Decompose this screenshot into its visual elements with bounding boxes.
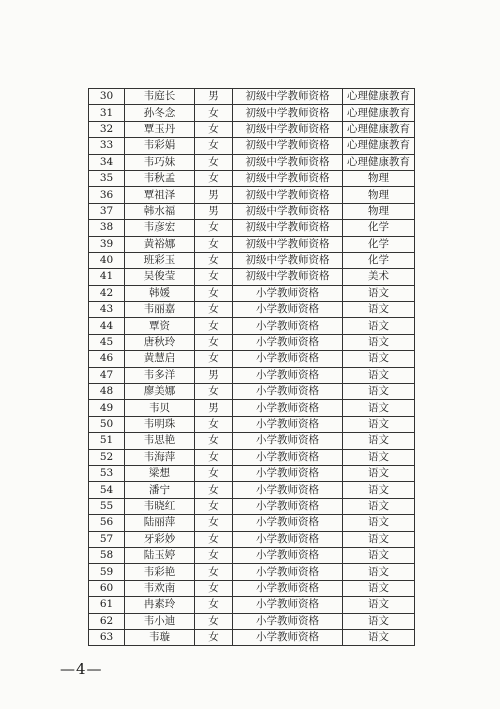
row-number-cell: 56	[89, 515, 125, 531]
qualification-cell: 初级中学教师资格	[233, 121, 343, 137]
table-row	[89, 465, 415, 481]
page-number: —4—	[60, 660, 103, 678]
subject-cell: 物理	[343, 187, 415, 203]
qualification-cell: 初级中学教师资格	[233, 269, 343, 285]
row-number-cell: 35	[89, 170, 125, 186]
subject-cell: 语文	[343, 613, 415, 629]
qualification-cell: 小学教师资格	[233, 613, 343, 629]
qualification-cell: 小学教师资格	[233, 416, 343, 432]
gender-cell: 男	[195, 367, 233, 383]
table-row	[89, 89, 415, 105]
teacher-name-cell: 班彩玉	[125, 252, 195, 268]
gender-cell: 女	[195, 351, 233, 367]
row-number-cell: 42	[89, 285, 125, 301]
qualification-cell: 初级中学教师资格	[233, 105, 343, 121]
qualification-cell: 小学教师资格	[233, 564, 343, 580]
qualification-cell: 小学教师资格	[233, 580, 343, 596]
subject-cell: 语文	[343, 334, 415, 350]
teacher-name-cell: 黄慧启	[125, 351, 195, 367]
table-row	[89, 564, 415, 580]
gender-cell: 女	[195, 564, 233, 580]
gender-cell: 女	[195, 629, 233, 645]
subject-cell: 美术	[343, 269, 415, 285]
qualification-cell: 小学教师资格	[233, 629, 343, 645]
table-row	[89, 515, 415, 531]
row-number-cell: 55	[89, 498, 125, 514]
table-row	[89, 449, 415, 465]
teacher-name-cell: 韩水福	[125, 203, 195, 219]
row-number-cell: 31	[89, 105, 125, 121]
qualification-cell: 初级中学教师资格	[233, 236, 343, 252]
subject-cell: 语文	[343, 629, 415, 645]
teacher-name-cell: 韦丽嘉	[125, 302, 195, 318]
subject-cell: 语文	[343, 580, 415, 596]
row-number-cell: 34	[89, 154, 125, 170]
qualification-cell: 小学教师资格	[233, 498, 343, 514]
gender-cell: 女	[195, 252, 233, 268]
qualification-cell: 小学教师资格	[233, 515, 343, 531]
teacher-name-cell: 韦欢南	[125, 580, 195, 596]
gender-cell: 女	[195, 302, 233, 318]
row-number-cell: 58	[89, 547, 125, 563]
subject-cell: 语文	[343, 597, 415, 613]
table-row	[89, 252, 415, 268]
teacher-name-cell: 韩媛	[125, 285, 195, 301]
table-row	[89, 498, 415, 514]
subject-cell: 语文	[343, 547, 415, 563]
teacher-name-cell: 韦贝	[125, 400, 195, 416]
subject-cell: 语文	[343, 367, 415, 383]
qualification-cell: 初级中学教师资格	[233, 203, 343, 219]
row-number-cell: 38	[89, 220, 125, 236]
table-row	[89, 416, 415, 432]
subject-cell: 语文	[343, 302, 415, 318]
teacher-name-cell: 唐秋玲	[125, 334, 195, 350]
teacher-name-cell: 韦彩娟	[125, 138, 195, 154]
subject-cell: 语文	[343, 564, 415, 580]
gender-cell: 女	[195, 170, 233, 186]
gender-cell: 女	[195, 498, 233, 514]
subject-cell: 化学	[343, 236, 415, 252]
table-row	[89, 269, 415, 285]
teacher-name-cell: 覃玉丹	[125, 121, 195, 137]
row-number-cell: 39	[89, 236, 125, 252]
qualification-cell: 小学教师资格	[233, 547, 343, 563]
subject-cell: 语文	[343, 351, 415, 367]
teacher-name-cell: 韦璇	[125, 629, 195, 645]
subject-cell: 语文	[343, 465, 415, 481]
table-row	[89, 400, 415, 416]
qualification-cell: 小学教师资格	[233, 318, 343, 334]
gender-cell: 女	[195, 580, 233, 596]
table-row	[89, 318, 415, 334]
subject-cell: 心理健康教育	[343, 121, 415, 137]
teacher-name-cell: 覃祖泽	[125, 187, 195, 203]
subject-cell: 语文	[343, 482, 415, 498]
gender-cell: 女	[195, 334, 233, 350]
row-number-cell: 57	[89, 531, 125, 547]
table-row	[89, 121, 415, 137]
subject-cell: 心理健康教育	[343, 138, 415, 154]
row-number-cell: 32	[89, 121, 125, 137]
gender-cell: 女	[195, 531, 233, 547]
gender-cell: 女	[195, 318, 233, 334]
qualification-cell: 小学教师资格	[233, 400, 343, 416]
qualification-cell: 小学教师资格	[233, 334, 343, 350]
qualification-cell: 初级中学教师资格	[233, 138, 343, 154]
qualification-cell: 小学教师资格	[233, 449, 343, 465]
teacher-name-cell: 韦晓红	[125, 498, 195, 514]
gender-cell: 男	[195, 89, 233, 105]
subject-cell: 心理健康教育	[343, 89, 415, 105]
row-number-cell: 36	[89, 187, 125, 203]
teacher-name-cell: 吴俊莹	[125, 269, 195, 285]
qualification-cell: 初级中学教师资格	[233, 252, 343, 268]
gender-cell: 男	[195, 187, 233, 203]
table-row	[89, 170, 415, 186]
qualification-cell: 小学教师资格	[233, 597, 343, 613]
subject-cell: 语文	[343, 498, 415, 514]
table-row	[89, 580, 415, 596]
teacher-name-cell: 韦多洋	[125, 367, 195, 383]
qualification-cell: 初级中学教师资格	[233, 170, 343, 186]
table-row	[89, 482, 415, 498]
table-row	[89, 203, 415, 219]
qualification-cell: 初级中学教师资格	[233, 220, 343, 236]
gender-cell: 女	[195, 105, 233, 121]
teacher-name-cell: 牙彩妙	[125, 531, 195, 547]
qualification-cell: 小学教师资格	[233, 384, 343, 400]
qualification-cell: 小学教师资格	[233, 351, 343, 367]
gender-cell: 女	[195, 220, 233, 236]
gender-cell: 男	[195, 400, 233, 416]
table-row	[89, 105, 415, 121]
subject-cell: 心理健康教育	[343, 154, 415, 170]
table-row	[89, 334, 415, 350]
qualification-cell: 初级中学教师资格	[233, 187, 343, 203]
row-number-cell: 52	[89, 449, 125, 465]
table-row	[89, 154, 415, 170]
table-row	[89, 351, 415, 367]
table-row	[89, 384, 415, 400]
row-number-cell: 43	[89, 302, 125, 318]
row-number-cell: 50	[89, 416, 125, 432]
teacher-name-cell: 梁想	[125, 465, 195, 481]
row-number-cell: 63	[89, 629, 125, 645]
table-row	[89, 531, 415, 547]
gender-cell: 女	[195, 269, 233, 285]
row-number-cell: 45	[89, 334, 125, 350]
teacher-name-cell: 韦思艳	[125, 433, 195, 449]
teacher-name-cell: 韦彩艳	[125, 564, 195, 580]
subject-cell: 心理健康教育	[343, 105, 415, 121]
row-number-cell: 33	[89, 138, 125, 154]
teacher-name-cell: 韦秋孟	[125, 170, 195, 186]
qualification-cell: 小学教师资格	[233, 302, 343, 318]
table-row	[89, 367, 415, 383]
subject-cell: 语文	[343, 515, 415, 531]
row-number-cell: 47	[89, 367, 125, 383]
teacher-name-cell: 韦小迪	[125, 613, 195, 629]
subject-cell: 语文	[343, 416, 415, 432]
row-number-cell: 44	[89, 318, 125, 334]
teacher-name-cell: 韦庭长	[125, 89, 195, 105]
row-number-cell: 62	[89, 613, 125, 629]
subject-cell: 语文	[343, 449, 415, 465]
row-number-cell: 53	[89, 465, 125, 481]
table-row	[89, 597, 415, 613]
table-row	[89, 302, 415, 318]
gender-cell: 男	[195, 203, 233, 219]
table-row	[89, 220, 415, 236]
gender-cell: 女	[195, 433, 233, 449]
qualification-cell: 初级中学教师资格	[233, 154, 343, 170]
subject-cell: 语文	[343, 318, 415, 334]
row-number-cell: 48	[89, 384, 125, 400]
roster-body	[89, 89, 415, 646]
teacher-name-cell: 冉素玲	[125, 597, 195, 613]
subject-cell: 物理	[343, 203, 415, 219]
table-row	[89, 187, 415, 203]
row-number-cell: 41	[89, 269, 125, 285]
row-number-cell: 49	[89, 400, 125, 416]
gender-cell: 女	[195, 515, 233, 531]
subject-cell: 语文	[343, 384, 415, 400]
row-number-cell: 37	[89, 203, 125, 219]
subject-cell: 化学	[343, 220, 415, 236]
table-row	[89, 547, 415, 563]
teacher-name-cell: 陆玉婷	[125, 547, 195, 563]
subject-cell: 语文	[343, 433, 415, 449]
gender-cell: 女	[195, 547, 233, 563]
row-number-cell: 59	[89, 564, 125, 580]
qualification-cell: 初级中学教师资格	[233, 89, 343, 105]
gender-cell: 女	[195, 384, 233, 400]
row-number-cell: 51	[89, 433, 125, 449]
teacher-name-cell: 黄裕娜	[125, 236, 195, 252]
gender-cell: 女	[195, 416, 233, 432]
gender-cell: 女	[195, 465, 233, 481]
subject-cell: 语文	[343, 400, 415, 416]
row-number-cell: 40	[89, 252, 125, 268]
teacher-roster-table	[88, 88, 415, 646]
table-row	[89, 236, 415, 252]
gender-cell: 女	[195, 613, 233, 629]
teacher-name-cell: 韦明珠	[125, 416, 195, 432]
teacher-name-cell: 韦彦宏	[125, 220, 195, 236]
qualification-cell: 小学教师资格	[233, 465, 343, 481]
gender-cell: 女	[195, 449, 233, 465]
table-row	[89, 613, 415, 629]
subject-cell: 物理	[343, 170, 415, 186]
subject-cell: 语文	[343, 531, 415, 547]
teacher-name-cell: 韦海萍	[125, 449, 195, 465]
table-row	[89, 433, 415, 449]
teacher-name-cell: 孙冬念	[125, 105, 195, 121]
qualification-cell: 小学教师资格	[233, 367, 343, 383]
gender-cell: 女	[195, 597, 233, 613]
row-number-cell: 54	[89, 482, 125, 498]
qualification-cell: 小学教师资格	[233, 285, 343, 301]
qualification-cell: 小学教师资格	[233, 482, 343, 498]
teacher-name-cell: 韦巧妹	[125, 154, 195, 170]
gender-cell: 女	[195, 482, 233, 498]
teacher-name-cell: 潘宁	[125, 482, 195, 498]
qualification-cell: 小学教师资格	[233, 531, 343, 547]
table-row	[89, 138, 415, 154]
gender-cell: 女	[195, 154, 233, 170]
subject-cell: 化学	[343, 252, 415, 268]
teacher-name-cell: 廖美娜	[125, 384, 195, 400]
gender-cell: 女	[195, 138, 233, 154]
row-number-cell: 30	[89, 89, 125, 105]
teacher-name-cell: 覃资	[125, 318, 195, 334]
table-row	[89, 285, 415, 301]
row-number-cell: 60	[89, 580, 125, 596]
gender-cell: 女	[195, 236, 233, 252]
row-number-cell: 46	[89, 351, 125, 367]
teacher-name-cell: 陆丽萍	[125, 515, 195, 531]
gender-cell: 女	[195, 285, 233, 301]
table-row	[89, 629, 415, 645]
subject-cell: 语文	[343, 285, 415, 301]
qualification-cell: 小学教师资格	[233, 433, 343, 449]
row-number-cell: 61	[89, 597, 125, 613]
gender-cell: 女	[195, 121, 233, 137]
